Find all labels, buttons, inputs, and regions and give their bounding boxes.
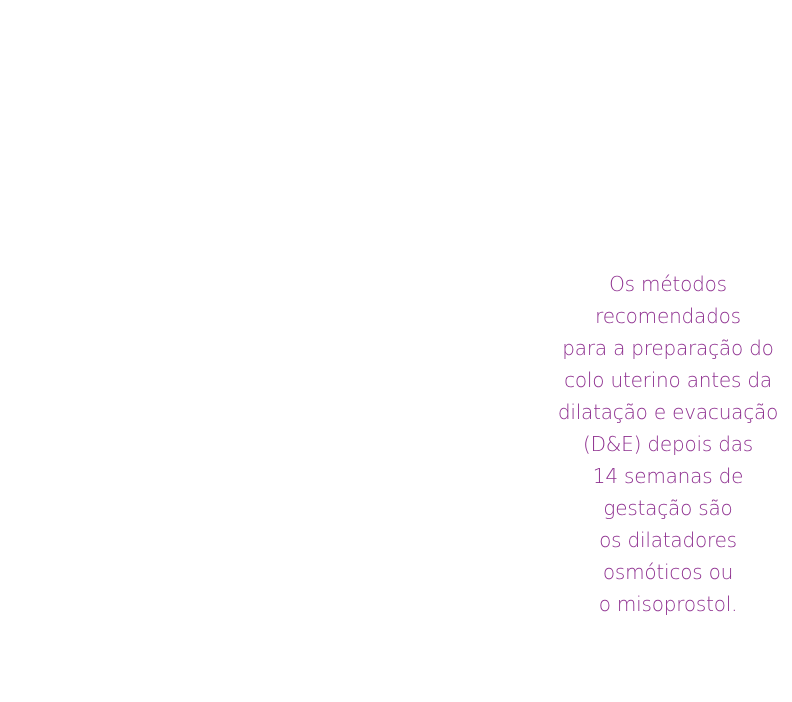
text-line-10: osmóticos ou [602, 560, 734, 584]
text-line-3: para a preparação do [562, 336, 774, 360]
text-line-7: 14 semanas de [592, 464, 744, 488]
text-line-1: Os métodos [609, 272, 727, 296]
text-line-5: dilatação e evacuação [557, 400, 779, 424]
recommendation-text-block [556, 268, 780, 620]
text-line-11: o misoprostol. [598, 592, 738, 616]
text-line-6: (D&E) depois das [582, 432, 754, 456]
text-line-2: recomendados [595, 304, 741, 328]
text-line-4: colo uterino antes da [564, 368, 772, 392]
text-line-8: gestação são [603, 496, 733, 520]
text-line-9: os dilatadores [599, 528, 737, 552]
